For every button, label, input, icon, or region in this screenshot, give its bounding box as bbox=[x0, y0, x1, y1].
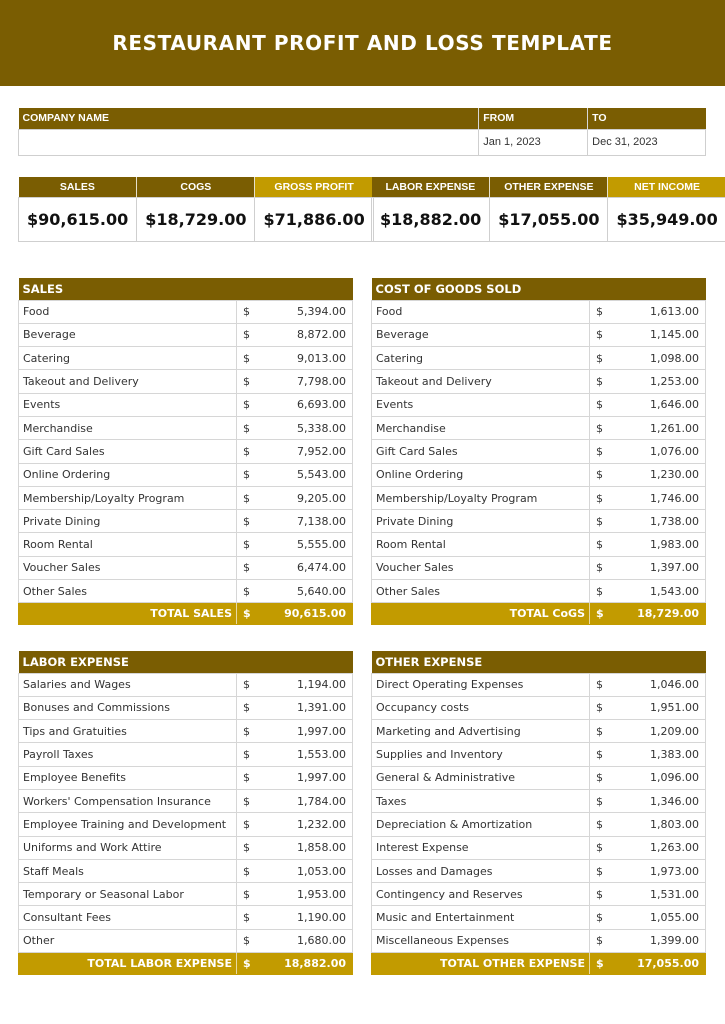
table-row bbox=[372, 393, 706, 416]
total-row bbox=[19, 953, 353, 975]
row-currency: $ bbox=[590, 673, 610, 696]
table-row bbox=[19, 347, 353, 370]
row-amount[interactable]: 6,693.00 bbox=[257, 393, 353, 416]
row-currency: $ bbox=[237, 789, 257, 812]
row-label: Marketing and Advertising bbox=[372, 720, 590, 743]
table-row bbox=[372, 323, 706, 346]
table-row bbox=[372, 463, 706, 486]
row-label: Events bbox=[372, 393, 590, 416]
to-date-field[interactable]: Dec 31, 2023 bbox=[588, 129, 706, 155]
row-currency: $ bbox=[590, 556, 610, 579]
row-label: Salaries and Wages bbox=[19, 673, 237, 696]
row-label: Interest Expense bbox=[372, 836, 590, 859]
summary-other-value: $ 17,055.00 bbox=[490, 197, 608, 241]
total-amount: 18,729.00 bbox=[610, 603, 706, 625]
row-currency: $ bbox=[590, 416, 610, 439]
row-amount[interactable]: 1,209.00 bbox=[610, 720, 706, 743]
row-amount[interactable]: 1,784.00 bbox=[257, 789, 353, 812]
total-row bbox=[19, 603, 353, 625]
total-currency: $ bbox=[237, 603, 257, 625]
labor-expense-table bbox=[18, 651, 353, 975]
summary-net-income-value: $ 35,949.00 bbox=[608, 197, 725, 241]
row-currency: $ bbox=[590, 813, 610, 836]
row-currency: $ bbox=[237, 580, 257, 603]
row-amount[interactable]: 1,253.00 bbox=[610, 370, 706, 393]
row-amount[interactable]: 1,973.00 bbox=[610, 859, 706, 882]
row-amount[interactable]: 1,738.00 bbox=[610, 510, 706, 533]
row-label: Direct Operating Expenses bbox=[372, 673, 590, 696]
table-row bbox=[19, 929, 353, 952]
row-currency: $ bbox=[237, 859, 257, 882]
table-row bbox=[19, 673, 353, 696]
row-amount[interactable]: 1,190.00 bbox=[257, 906, 353, 929]
total-label: TOTAL OTHER EXPENSE bbox=[372, 953, 590, 975]
row-amount[interactable]: 1,680.00 bbox=[257, 929, 353, 952]
row-amount[interactable]: 1,145.00 bbox=[610, 323, 706, 346]
total-amount: 18,882.00 bbox=[257, 953, 353, 975]
table-row bbox=[19, 323, 353, 346]
row-currency: $ bbox=[237, 300, 257, 323]
row-currency: $ bbox=[590, 300, 610, 323]
row-amount[interactable]: 9,205.00 bbox=[257, 486, 353, 509]
row-label: Staff Meals bbox=[19, 859, 237, 882]
row-label: Room Rental bbox=[372, 533, 590, 556]
row-label: Payroll Taxes bbox=[19, 743, 237, 766]
total-currency: $ bbox=[237, 953, 257, 975]
table-row bbox=[372, 696, 706, 719]
summary-cogs-value: $ 18,729.00 bbox=[137, 197, 255, 241]
row-amount[interactable]: 1,997.00 bbox=[257, 766, 353, 789]
row-currency: $ bbox=[237, 440, 257, 463]
row-currency: $ bbox=[590, 463, 610, 486]
table-row bbox=[19, 883, 353, 906]
summary-other-label: OTHER EXPENSE bbox=[490, 177, 608, 197]
table-row bbox=[19, 743, 353, 766]
row-amount[interactable]: 1,230.00 bbox=[610, 463, 706, 486]
cogs-table bbox=[371, 278, 706, 625]
row-currency: $ bbox=[237, 929, 257, 952]
table-row bbox=[372, 906, 706, 929]
page-title: RESTAURANT PROFIT AND LOSS TEMPLATE bbox=[112, 31, 613, 55]
total-row bbox=[372, 603, 706, 625]
table-row bbox=[372, 510, 706, 533]
row-currency: $ bbox=[237, 836, 257, 859]
row-amount[interactable]: 1,746.00 bbox=[610, 486, 706, 509]
table-row bbox=[372, 720, 706, 743]
table-row bbox=[372, 370, 706, 393]
row-currency: $ bbox=[237, 533, 257, 556]
row-label: Catering bbox=[19, 347, 237, 370]
row-currency: $ bbox=[590, 323, 610, 346]
row-label: Gift Card Sales bbox=[19, 440, 237, 463]
row-label: Other Sales bbox=[372, 580, 590, 603]
table-row bbox=[19, 556, 353, 579]
summary-net-income-label: NET INCOME bbox=[608, 177, 725, 197]
row-label: Membership/Loyalty Program bbox=[372, 486, 590, 509]
row-label: Online Ordering bbox=[19, 463, 237, 486]
row-currency: $ bbox=[590, 696, 610, 719]
row-currency: $ bbox=[590, 486, 610, 509]
table-row bbox=[19, 463, 353, 486]
total-label: TOTAL LABOR EXPENSE bbox=[19, 953, 237, 975]
table-row bbox=[19, 370, 353, 393]
row-label: Other Sales bbox=[19, 580, 237, 603]
summary-sales-label: SALES bbox=[19, 177, 137, 197]
table-row bbox=[372, 743, 706, 766]
row-label: Supplies and Inventory bbox=[372, 743, 590, 766]
total-currency: $ bbox=[590, 603, 610, 625]
row-currency: $ bbox=[237, 743, 257, 766]
row-currency: $ bbox=[237, 416, 257, 439]
company-info-table bbox=[18, 108, 706, 156]
row-label: Merchandise bbox=[19, 416, 237, 439]
table-row bbox=[19, 486, 353, 509]
row-currency: $ bbox=[590, 580, 610, 603]
sales-section-title: SALES bbox=[19, 278, 353, 300]
table-row bbox=[372, 883, 706, 906]
row-amount[interactable]: 5,543.00 bbox=[257, 463, 353, 486]
total-label: TOTAL SALES bbox=[19, 603, 237, 625]
row-label: Beverage bbox=[19, 323, 237, 346]
from-date-field[interactable]: Jan 1, 2023 bbox=[479, 129, 588, 155]
row-label: Uniforms and Work Attire bbox=[19, 836, 237, 859]
row-currency: $ bbox=[237, 906, 257, 929]
table-row bbox=[372, 347, 706, 370]
company-name-label: COMPANY NAME bbox=[19, 108, 479, 129]
table-row bbox=[19, 510, 353, 533]
summary-sales-value: $ 90,615.00 bbox=[19, 197, 137, 241]
to-label: TO bbox=[588, 108, 706, 129]
total-amount: 17,055.00 bbox=[610, 953, 706, 975]
row-currency: $ bbox=[237, 883, 257, 906]
row-currency: $ bbox=[590, 859, 610, 882]
summary-cogs-label: COGS bbox=[137, 177, 255, 197]
table-row bbox=[19, 580, 353, 603]
row-currency: $ bbox=[590, 533, 610, 556]
row-currency: $ bbox=[590, 789, 610, 812]
row-amount[interactable]: 6,474.00 bbox=[257, 556, 353, 579]
summary-labor-value: $ 18,882.00 bbox=[372, 197, 490, 241]
table-row bbox=[19, 533, 353, 556]
row-amount[interactable]: 1,098.00 bbox=[610, 347, 706, 370]
row-amount[interactable]: 1,383.00 bbox=[610, 743, 706, 766]
title-banner bbox=[0, 0, 725, 86]
row-currency: $ bbox=[237, 556, 257, 579]
row-currency: $ bbox=[590, 766, 610, 789]
table-row bbox=[19, 300, 353, 323]
row-amount[interactable]: 1,858.00 bbox=[257, 836, 353, 859]
row-amount[interactable]: 1,046.00 bbox=[610, 673, 706, 696]
summary-gross-profit-label: GROSS PROFIT bbox=[255, 177, 373, 197]
row-label: Room Rental bbox=[19, 533, 237, 556]
row-amount[interactable]: 1,997.00 bbox=[257, 720, 353, 743]
row-label: Taxes bbox=[372, 789, 590, 812]
row-label: Beverage bbox=[372, 323, 590, 346]
total-label: TOTAL CoGS bbox=[372, 603, 590, 625]
row-amount[interactable]: 1,346.00 bbox=[610, 789, 706, 812]
summary-labor-label: LABOR EXPENSE bbox=[372, 177, 490, 197]
row-amount[interactable]: 1,953.00 bbox=[257, 883, 353, 906]
row-currency: $ bbox=[590, 883, 610, 906]
row-currency: $ bbox=[590, 836, 610, 859]
row-amount[interactable]: 5,394.00 bbox=[257, 300, 353, 323]
company-name-field[interactable] bbox=[19, 129, 479, 155]
total-currency: $ bbox=[590, 953, 610, 975]
row-label: Private Dining bbox=[372, 510, 590, 533]
row-currency: $ bbox=[590, 720, 610, 743]
row-currency: $ bbox=[237, 486, 257, 509]
row-label: Losses and Damages bbox=[372, 859, 590, 882]
row-label: Voucher Sales bbox=[372, 556, 590, 579]
row-amount[interactable]: 1,399.00 bbox=[610, 929, 706, 952]
table-row bbox=[372, 580, 706, 603]
row-label: Workers' Compensation Insurance bbox=[19, 789, 237, 812]
summary-left bbox=[18, 177, 374, 242]
table-row bbox=[372, 789, 706, 812]
table-row bbox=[19, 906, 353, 929]
row-label: Food bbox=[372, 300, 590, 323]
cogs-section-title: COST OF GOODS SOLD bbox=[372, 278, 706, 300]
row-label: Voucher Sales bbox=[19, 556, 237, 579]
row-label: Occupancy costs bbox=[372, 696, 590, 719]
total-row bbox=[372, 953, 706, 975]
row-currency: $ bbox=[237, 370, 257, 393]
row-label: Consultant Fees bbox=[19, 906, 237, 929]
row-amount[interactable]: 1,613.00 bbox=[610, 300, 706, 323]
row-currency: $ bbox=[590, 743, 610, 766]
row-amount[interactable]: 1,055.00 bbox=[610, 906, 706, 929]
other-expense-table bbox=[371, 651, 706, 975]
row-amount[interactable]: 1,951.00 bbox=[610, 696, 706, 719]
row-currency: $ bbox=[237, 720, 257, 743]
row-currency: $ bbox=[590, 393, 610, 416]
row-label: Tips and Gratuities bbox=[19, 720, 237, 743]
row-label: Contingency and Reserves bbox=[372, 883, 590, 906]
row-amount[interactable]: 1,053.00 bbox=[257, 859, 353, 882]
table-row bbox=[372, 766, 706, 789]
table-row bbox=[19, 836, 353, 859]
row-amount[interactable]: 1,397.00 bbox=[610, 556, 706, 579]
row-currency: $ bbox=[590, 906, 610, 929]
table-row bbox=[19, 859, 353, 882]
table-row bbox=[372, 486, 706, 509]
row-amount[interactable]: 9,013.00 bbox=[257, 347, 353, 370]
other-section-title: OTHER EXPENSE bbox=[372, 651, 706, 673]
row-label: Employee Benefits bbox=[19, 766, 237, 789]
row-currency: $ bbox=[237, 510, 257, 533]
row-label: Merchandise bbox=[372, 416, 590, 439]
table-row bbox=[372, 556, 706, 579]
row-amount[interactable]: 5,640.00 bbox=[257, 580, 353, 603]
table-row bbox=[372, 673, 706, 696]
row-currency: $ bbox=[590, 510, 610, 533]
row-amount[interactable]: 5,338.00 bbox=[257, 416, 353, 439]
table-row bbox=[372, 300, 706, 323]
row-amount[interactable]: 1,543.00 bbox=[610, 580, 706, 603]
row-label: Other bbox=[19, 929, 237, 952]
row-amount[interactable]: 8,872.00 bbox=[257, 323, 353, 346]
table-row bbox=[19, 789, 353, 812]
row-amount[interactable]: 7,952.00 bbox=[257, 440, 353, 463]
row-label: Catering bbox=[372, 347, 590, 370]
row-currency: $ bbox=[237, 323, 257, 346]
row-label: Temporary or Seasonal Labor bbox=[19, 883, 237, 906]
row-amount[interactable]: 7,798.00 bbox=[257, 370, 353, 393]
row-currency: $ bbox=[237, 766, 257, 789]
row-label: Miscellaneous Expenses bbox=[372, 929, 590, 952]
row-label: Membership/Loyalty Program bbox=[19, 486, 237, 509]
row-amount[interactable]: 1,391.00 bbox=[257, 696, 353, 719]
table-row bbox=[372, 416, 706, 439]
row-amount[interactable]: 1,232.00 bbox=[257, 813, 353, 836]
row-label: Takeout and Delivery bbox=[372, 370, 590, 393]
summary-right bbox=[371, 177, 725, 242]
row-currency: $ bbox=[237, 696, 257, 719]
row-currency: $ bbox=[237, 463, 257, 486]
row-amount[interactable]: 1,803.00 bbox=[610, 813, 706, 836]
row-label: Gift Card Sales bbox=[372, 440, 590, 463]
row-amount[interactable]: 1,553.00 bbox=[257, 743, 353, 766]
row-label: General & Administrative bbox=[372, 766, 590, 789]
table-row bbox=[372, 859, 706, 882]
row-label: Food bbox=[19, 300, 237, 323]
table-row bbox=[19, 813, 353, 836]
row-amount[interactable]: 1,983.00 bbox=[610, 533, 706, 556]
table-row bbox=[19, 440, 353, 463]
row-amount[interactable]: 1,194.00 bbox=[257, 673, 353, 696]
row-currency: $ bbox=[590, 347, 610, 370]
row-label: Events bbox=[19, 393, 237, 416]
total-amount: 90,615.00 bbox=[257, 603, 353, 625]
row-currency: $ bbox=[237, 393, 257, 416]
table-row bbox=[19, 696, 353, 719]
row-label: Online Ordering bbox=[372, 463, 590, 486]
table-row bbox=[19, 720, 353, 743]
table-row bbox=[372, 440, 706, 463]
table-row bbox=[372, 929, 706, 952]
table-row bbox=[372, 813, 706, 836]
row-currency: $ bbox=[237, 813, 257, 836]
row-currency: $ bbox=[590, 440, 610, 463]
row-label: Employee Training and Development bbox=[19, 813, 237, 836]
row-currency: $ bbox=[590, 929, 610, 952]
row-currency: $ bbox=[237, 347, 257, 370]
from-label: FROM bbox=[479, 108, 588, 129]
table-row bbox=[372, 836, 706, 859]
row-amount[interactable]: 1,263.00 bbox=[610, 836, 706, 859]
row-amount[interactable]: 5,555.00 bbox=[257, 533, 353, 556]
row-amount[interactable]: 1,261.00 bbox=[610, 416, 706, 439]
table-row bbox=[372, 533, 706, 556]
summary-gross-profit-value: $ 71,886.00 bbox=[255, 197, 373, 241]
row-currency: $ bbox=[237, 673, 257, 696]
row-label: Bonuses and Commissions bbox=[19, 696, 237, 719]
row-label: Depreciation & Amortization bbox=[372, 813, 590, 836]
row-amount[interactable]: 1,531.00 bbox=[610, 883, 706, 906]
row-amount[interactable]: 1,646.00 bbox=[610, 393, 706, 416]
table-row bbox=[19, 393, 353, 416]
table-row bbox=[19, 416, 353, 439]
row-label: Takeout and Delivery bbox=[19, 370, 237, 393]
row-label: Private Dining bbox=[19, 510, 237, 533]
row-label: Music and Entertainment bbox=[372, 906, 590, 929]
sales-table bbox=[18, 278, 353, 625]
row-amount[interactable]: 7,138.00 bbox=[257, 510, 353, 533]
table-row bbox=[19, 766, 353, 789]
labor-section-title: LABOR EXPENSE bbox=[19, 651, 353, 673]
row-amount[interactable]: 1,096.00 bbox=[610, 766, 706, 789]
row-currency: $ bbox=[590, 370, 610, 393]
row-amount[interactable]: 1,076.00 bbox=[610, 440, 706, 463]
